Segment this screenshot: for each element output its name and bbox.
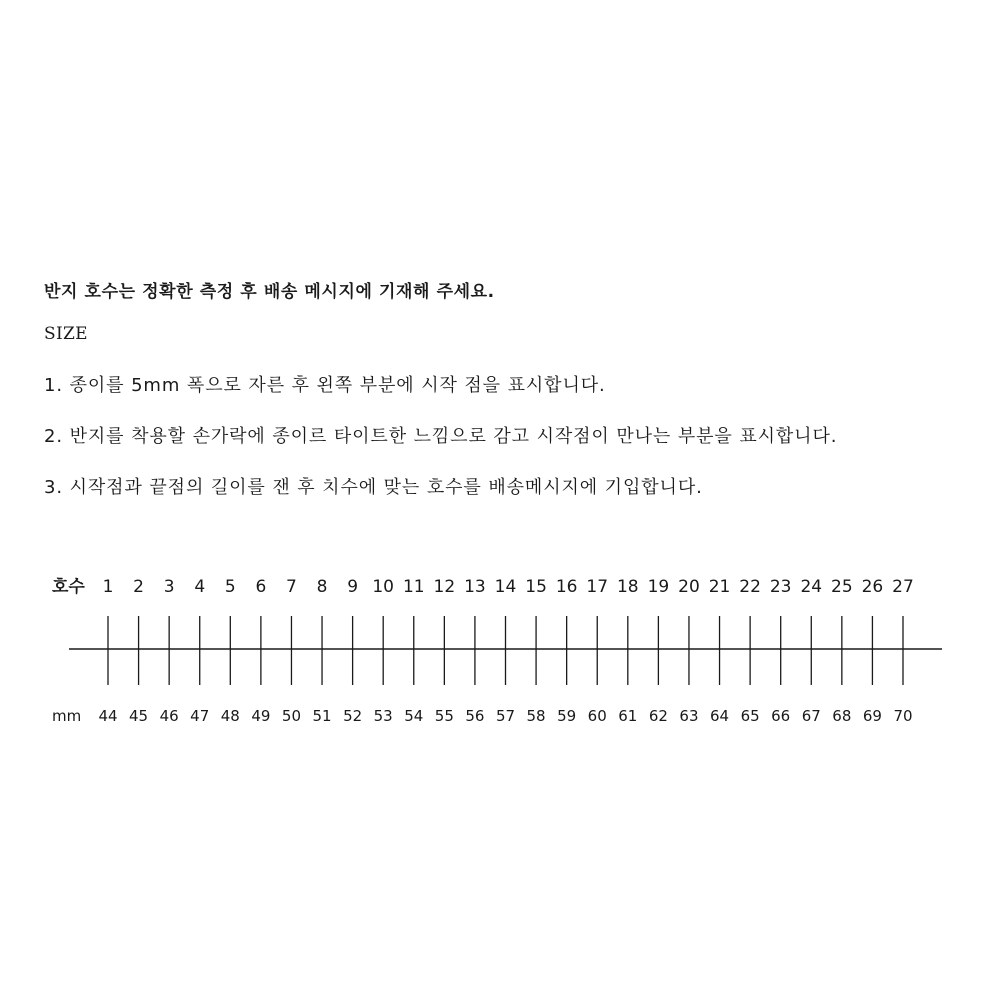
mm-row-label: mm: [52, 707, 82, 725]
size-label-27: 27: [892, 577, 914, 597]
size-label: SIZE: [44, 324, 88, 344]
size-label-1: 1: [102, 577, 114, 597]
size-label-24: 24: [800, 577, 823, 597]
mm-label-62: 62: [648, 707, 668, 725]
mm-label-55: 55: [434, 707, 454, 725]
size-label-4: 4: [194, 577, 206, 597]
mm-label-57: 57: [495, 707, 516, 725]
mm-label-60: 60: [587, 707, 607, 725]
mm-label-69: 69: [862, 707, 882, 725]
mm-label-56: 56: [465, 707, 485, 725]
mm-label-46: 46: [159, 707, 179, 725]
instruction-step-3: 3. 시작점과 끝점의 길이를 잰 후 치수에 맞는 호수를 배송메시지에 기입합니다.: [44, 477, 703, 498]
mm-label-49: 49: [251, 707, 271, 725]
mm-label-47: 47: [190, 707, 210, 725]
size-label-6: 6: [255, 577, 267, 597]
size-label-8: 8: [316, 577, 328, 597]
size-label-15: 15: [525, 577, 547, 597]
size-label-11: 11: [402, 577, 425, 597]
size-label-16: 16: [555, 577, 578, 597]
size-label-20: 20: [678, 577, 700, 597]
size-label-2: 2: [133, 577, 144, 597]
mm-label-67: 67: [801, 707, 821, 725]
size-label-22: 22: [739, 577, 761, 597]
mm-label-58: 58: [526, 707, 546, 725]
mm-label-50: 50: [281, 707, 302, 725]
size-label-10: 10: [372, 577, 395, 597]
mm-label-66: 66: [771, 707, 791, 725]
mm-label-65: 65: [740, 707, 760, 725]
size-label-26: 26: [861, 577, 884, 597]
size-label-23: 23: [769, 577, 792, 597]
size-label-19: 19: [647, 577, 670, 597]
mm-label-70: 70: [893, 707, 913, 725]
size-label-3: 3: [163, 577, 175, 597]
mm-label-52: 52: [343, 707, 363, 725]
mm-label-59: 59: [557, 707, 577, 725]
mm-label-51: 51: [312, 707, 332, 725]
mm-label-61: 61: [618, 707, 638, 725]
size-label-21: 21: [708, 577, 731, 597]
size-label-18: 18: [616, 577, 639, 597]
instruction-title: 반지 호수는 정확한 측정 후 배송 메시지에 기재해 주세요.: [44, 282, 495, 302]
mm-label-53: 53: [373, 707, 393, 725]
size-label-14: 14: [494, 577, 517, 597]
size-label-5: 5: [224, 577, 236, 597]
mm-label-64: 64: [709, 707, 730, 725]
mm-label-45: 45: [129, 707, 149, 725]
size-label-9: 9: [347, 577, 359, 597]
ring-size-chart: [0, 560, 1000, 740]
size-label-17: 17: [586, 577, 609, 597]
instruction-step-1: 1. 종이를 5mm 폭으로 자른 후 왼쪽 부분에 시작 점을 표시합니다.: [44, 375, 606, 396]
mm-label-44: 44: [98, 707, 118, 725]
size-label-12: 12: [433, 577, 456, 597]
size-label-13: 13: [464, 577, 486, 597]
instruction-step-2: 2. 반지를 착용할 손가락에 종이르 타이트한 느낌으로 감고 시작점이 만나는 부분을 표시합니다.: [44, 426, 838, 447]
mm-label-68: 68: [832, 707, 852, 725]
size-marks: [98, 577, 913, 725]
mm-label-48: 48: [220, 707, 240, 725]
mm-label-54: 54: [404, 707, 424, 725]
size-row-label: 호수: [52, 577, 85, 597]
size-label-25: 25: [831, 577, 853, 597]
size-label-7: 7: [286, 577, 297, 597]
mm-label-63: 63: [679, 707, 699, 725]
